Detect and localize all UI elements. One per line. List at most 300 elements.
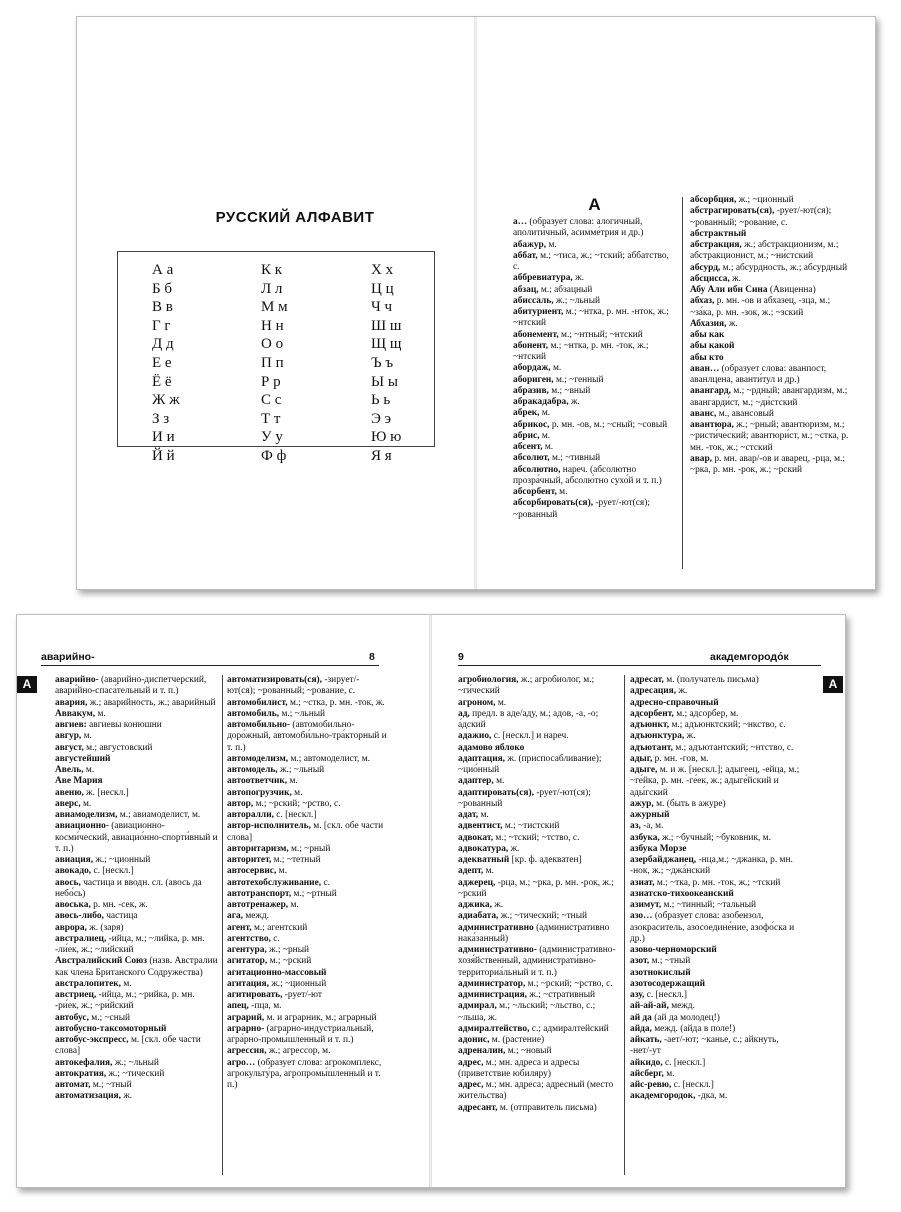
- dictionary-column-p9-2: [630, 675, 800, 1103]
- entry-headword: адмира́л,: [458, 1001, 497, 1012]
- entry-headword: аббревиату́ра,: [513, 273, 573, 284]
- entry-headword: айс-ревю́,: [630, 1080, 672, 1090]
- entry-definition: м.; ~рдный; авангарди́зм, м.; авангарди́ст, м.; ~ди́стский: [690, 386, 848, 408]
- entry-headword: адвокату́ра,: [458, 843, 509, 854]
- entry-definition: ж.: [491, 900, 504, 910]
- entry-headword: адсорбе́нт,: [630, 708, 674, 719]
- entry-definition: м.; мн. адреса́ и а́дресы (приветствие юбиляру): [458, 1057, 580, 1079]
- entry-definition: м.; ~тка, р. мн. -ток, ж.; ~тский: [654, 877, 781, 888]
- entry-headword: адеква́тный: [458, 855, 510, 865]
- dictionary-entry: [458, 1035, 621, 1046]
- dictionary-column-a1: [513, 195, 676, 521]
- entry-definition: (авиацио́нно-косми́ческий, авиацио́нно-спорти́вный и т. п.): [55, 821, 218, 854]
- dictionary-entry: [690, 319, 854, 330]
- entry-headword: адреса́ция,: [630, 686, 677, 697]
- page-number-right: 9: [458, 651, 464, 663]
- entry-definition: м.: [95, 708, 106, 719]
- gutter: [429, 615, 432, 1187]
- entry-headword: абитурие́нт,: [513, 307, 564, 317]
- dictionary-entry: [55, 878, 218, 901]
- gutter: [474, 17, 477, 589]
- entry-headword: а́дрес,: [458, 1057, 484, 1068]
- entry-headword: аге́нтура,: [227, 945, 267, 955]
- entry-headword: абрико́с,: [513, 419, 550, 430]
- letter-tab-right: А: [823, 676, 843, 693]
- letter-tab-left: А: [17, 676, 37, 693]
- entry-headword: автомоби́льно-: [227, 720, 290, 730]
- entry-definition: -рует/-ют(ся); ~рованный: [458, 787, 591, 809]
- entry-headword: абсо́рбция,: [690, 195, 737, 205]
- entry-headword: авро́ра,: [55, 922, 87, 933]
- entry-definition: ж.; ~цио́нный: [736, 195, 794, 205]
- entry-headword: азиа́т,: [630, 877, 655, 888]
- dictionary-entry: [630, 698, 800, 709]
- dictionary-entry: [55, 923, 218, 934]
- entry-headword: а…: [513, 217, 528, 227]
- dictionary-column-p8-1: [55, 675, 218, 1103]
- dictionary-entry: [630, 743, 800, 754]
- entry-definition: м.; адсорбер, м.: [673, 708, 739, 719]
- entry-headword: агробиоло́гия,: [458, 675, 519, 685]
- dictionary-entry: [55, 698, 218, 709]
- entry-headword: а́брис,: [513, 430, 540, 441]
- entry-definition: ж.; абстракционизм, м.; абстракционист, м.; ~ни́стский: [690, 240, 839, 262]
- entry-definition: м.; ~те́тный: [271, 855, 321, 865]
- entry-definition: м.: [556, 487, 568, 497]
- entry-definition: ж.: [508, 843, 520, 854]
- dictionary-entry: [630, 686, 800, 697]
- alphabet-letter: Г г: [152, 317, 171, 334]
- dictionary-entry: [630, 833, 800, 844]
- entry-definition: (образует слова: азобензол, азокраситель, азосоедине́ние, азофо́ска и др.): [630, 911, 795, 944]
- dictionary-entry: [690, 420, 854, 454]
- entry-definition: ж.; ~рный: [266, 945, 310, 955]
- entry-headword: администра́тор,: [458, 978, 526, 989]
- dictionary-entry: [630, 1001, 800, 1012]
- alphabet-letter: П п: [261, 354, 284, 371]
- entry-definition: м.: [276, 866, 287, 877]
- entry-headword: авторите́т,: [227, 855, 272, 865]
- dictionary-entry: [55, 911, 218, 922]
- alphabet-letter: Щ щ: [371, 336, 402, 353]
- dictionary-entry: [55, 900, 218, 911]
- entry-headword: агро…: [227, 1057, 256, 1068]
- dictionary-entry: [227, 1024, 387, 1047]
- entry-definition: межд.: [242, 911, 270, 922]
- dictionary-entry: [630, 709, 800, 720]
- dictionary-entry: [227, 810, 387, 821]
- entry-headword: азо́т,: [630, 956, 650, 967]
- entry-headword: авока́до,: [55, 866, 92, 877]
- dictionary-entry: [458, 911, 621, 922]
- dictionary-entry: [458, 945, 621, 979]
- top-spread: [76, 16, 876, 590]
- entry-definition: -ает/-ют; ~канье, с.; а́йкнуть, -нет/-ут: [630, 1035, 779, 1057]
- entry-definition: м. (отправитель письма): [497, 1102, 597, 1113]
- dictionary-entry: [630, 990, 800, 1001]
- dictionary-entry: [513, 453, 676, 464]
- entry-headword: авари́йно-: [55, 675, 99, 685]
- dictionary-entry: [458, 866, 621, 877]
- entry-definition: м.; ~нтный; ~нтский: [558, 329, 643, 340]
- dictionary-entry: [513, 397, 676, 408]
- entry-headword: аванга́рд,: [690, 386, 731, 397]
- dictionary-entry: [227, 855, 387, 866]
- dictionary-entry: [227, 754, 387, 765]
- dictionary-entry: [690, 285, 854, 296]
- entry-headword: абсорбе́нт,: [513, 487, 557, 497]
- entry-definition: м.; абза́цный: [538, 284, 593, 295]
- dictionary-entry: [458, 1046, 621, 1057]
- dictionary-entry: [55, 675, 218, 698]
- dictionary-entry: [458, 675, 621, 698]
- entry-definition: м. (растение): [489, 1035, 545, 1045]
- entry-definition: (назв. Австралии как члена Британского Содружества): [55, 956, 218, 978]
- entry-headword: автотехобслу́живание,: [227, 877, 322, 888]
- entry-headword: аво́сь-ли́бо,: [55, 911, 104, 922]
- alphabet-letter: Ъ ъ: [371, 354, 394, 371]
- dictionary-entry: [630, 979, 800, 990]
- column-divider: [682, 197, 683, 569]
- entry-definition: межд.: [668, 1001, 695, 1012]
- entry-headword: абба́т,: [513, 250, 538, 261]
- entry-headword: агити́ровать,: [227, 990, 283, 1000]
- dictionary-entry: [55, 743, 218, 754]
- alphabet-letter: Р р: [261, 373, 281, 390]
- dictionary-entry: [458, 833, 621, 844]
- dictionary-entry: [227, 1013, 387, 1024]
- entry-headword: ава́н…: [690, 363, 720, 374]
- entry-definition: частица: [103, 911, 138, 922]
- entry-definition: -рует/-ют: [282, 990, 322, 1000]
- entry-headword: авиамоделизм,: [55, 810, 118, 820]
- dictionary-entry: [513, 251, 676, 274]
- dictionary-entry: [690, 240, 854, 263]
- dictionary-entry: [630, 1069, 800, 1080]
- dictionary-entry: [227, 1058, 387, 1092]
- entry-headword: А́вель,: [55, 765, 84, 775]
- dictionary-entry: [55, 934, 218, 957]
- entry-definition: (Авице́нна): [767, 285, 816, 295]
- entry-definition: с.: [321, 877, 330, 888]
- entry-definition: м.; аге́нтский: [251, 922, 308, 933]
- dictionary-entry: [630, 821, 800, 832]
- entry-definition: ж.; ~рный; авантюри́зм, м.; ~ристи́ческий; авантюри́ст, м.; ~стка, р. мн. -ток, ж.; ~стский: [690, 420, 849, 453]
- entry-headword: А́ве Мари́я: [55, 776, 103, 787]
- alphabet-letter: З з: [152, 410, 170, 427]
- entry-headword: азу́,: [630, 990, 645, 1000]
- column-divider: [624, 675, 625, 1175]
- entry-definition: м.: [542, 442, 554, 452]
- dictionary-entry: [690, 296, 854, 319]
- entry-headword: ай-ай-ай,: [630, 1001, 669, 1012]
- entry-definition: ж.: [676, 686, 688, 697]
- entry-headword: администра́ция,: [458, 990, 528, 1000]
- dictionary-entry: [227, 765, 387, 776]
- entry-definition: м. [скл. обе части слова]: [55, 1035, 201, 1057]
- dictionary-entry: [458, 743, 621, 754]
- header-rule-left: [41, 665, 379, 666]
- entry-headword: автомоби́ль,: [227, 708, 280, 719]
- entry-definition: а́вгиевы коню́шни: [86, 720, 162, 730]
- section-letter: А: [588, 195, 601, 214]
- entry-headword: автомоде́ль,: [227, 765, 278, 775]
- alphabet-letter: Ч ч: [371, 299, 393, 316]
- dictionary-entry: [630, 675, 800, 686]
- dictionary-entry: [227, 979, 387, 990]
- entry-headword: абстраги́ровать(ся),: [690, 206, 775, 217]
- dictionary-entry: [513, 386, 676, 397]
- dictionary-entry: [513, 420, 676, 431]
- entry-headword: абориге́н,: [513, 374, 554, 385]
- entry-headword: а́втор-исполни́тель,: [227, 821, 311, 832]
- entry-definition: (образует слова: агрокомплекс, агрокульту́ра, агропромы́шленный и т. п.): [227, 1057, 382, 1090]
- dictionary-column-p9-1: [458, 675, 621, 1114]
- entry-headword: аборда́ж,: [513, 363, 551, 374]
- entry-headword: а́бы како́й: [690, 341, 735, 352]
- dictionary-entry: [690, 353, 854, 364]
- entry-headword: адъю́нкт,: [630, 720, 670, 730]
- entry-definition: -дка́, м.: [695, 1091, 728, 1102]
- entry-definition: с. [нескл.]: [671, 1080, 714, 1090]
- entry-definition: м.: [288, 900, 299, 910]
- entry-definition: р. мн. ава́р/-ов и ава́рец, -рца, м.; ~рка, р. мн. -рок, ж.; ~рский: [690, 453, 845, 475]
- entry-headword: аба́жу́р,: [513, 239, 547, 250]
- dictionary-entry: [227, 968, 387, 979]
- dictionary-entry: [55, 1024, 218, 1035]
- dictionary-entry: [227, 821, 387, 844]
- dictionary-entry: [458, 731, 621, 742]
- entry-definition: -рца, м.; ~рка, р. мн. -рок, ж.; ~рский: [458, 877, 614, 899]
- entry-headword: австралопите́к,: [55, 978, 121, 989]
- entry-definition: ж.; ~льный: [112, 1057, 159, 1068]
- entry-headword: агита́тор,: [227, 956, 268, 967]
- entry-definition: -рует/-ют(ся); ~рованный; ~рование, с.: [690, 206, 832, 228]
- entry-definition: м.; ~ге́нный: [553, 374, 604, 385]
- alphabet-letter: У у: [261, 429, 283, 446]
- entry-definition: ж. [нескл.]: [83, 787, 129, 798]
- entry-definition: м. (получатель письма): [663, 675, 759, 685]
- entry-headword: Абу́ Али́ ибн Си́на: [690, 285, 768, 295]
- entry-definition: м.: [546, 239, 557, 250]
- dictionary-entry: [55, 788, 218, 799]
- entry-headword: ад,: [458, 708, 470, 719]
- entry-headword: абре́к,: [513, 408, 540, 419]
- alphabet-letter: Б б: [152, 280, 172, 297]
- entry-definition: м.: [287, 776, 298, 787]
- entry-headword: автотра́нспорт,: [227, 888, 292, 899]
- entry-definition: ж.: [572, 273, 584, 284]
- page-number-left: 8: [369, 651, 375, 663]
- entry-headword: ажу́р,: [630, 798, 654, 809]
- dictionary-entry: [227, 889, 387, 900]
- entry-definition: м.: [539, 430, 551, 441]
- entry-headword: а́пец,: [227, 1001, 249, 1012]
- dictionary-entry: [55, 776, 218, 787]
- entry-definition: (администрати́вно-хозя́йственный, администрати́вно-территориа́льный и т. п.): [458, 945, 616, 978]
- entry-definition: м.; ~ти́са, ж.; ~тский; абба́тство, с.: [513, 250, 669, 272]
- entry-headword: абсорби́ровать(ся),: [513, 498, 594, 509]
- dictionary-entry: [630, 945, 800, 956]
- entry-definition: м.; ~рский; ~рство, с.: [525, 978, 613, 989]
- dictionary-entry: [55, 720, 218, 731]
- entry-headword: адренали́н,: [458, 1046, 506, 1057]
- entry-headword: аджи́ка,: [458, 900, 492, 910]
- entry-headword: академгородо́к,: [630, 1091, 696, 1102]
- entry-headword: адапти́ровать(ся),: [458, 787, 534, 798]
- entry-definition: м.; ~новый: [505, 1046, 552, 1057]
- entry-headword: адъюта́нт,: [630, 742, 673, 753]
- entry-headword: а́бы как: [690, 330, 725, 340]
- dictionary-entry: [458, 788, 621, 811]
- column-divider: [222, 675, 223, 1175]
- entry-headword: ада́т,: [458, 810, 479, 820]
- entry-definition: м.: [83, 765, 95, 775]
- entry-definition: (образует слова: аванпо́ст, аванлцена, аванти́тул и др.): [690, 363, 827, 385]
- dictionary-entry: [458, 1058, 621, 1081]
- entry-headword: авиацио́нно-: [55, 821, 109, 832]
- dictionary-entry: [458, 855, 621, 866]
- dictionary-entry: [227, 911, 387, 922]
- entry-headword: ава́нс,: [690, 408, 717, 419]
- entry-headword: авеню́,: [55, 787, 84, 798]
- entry-headword: аз,: [630, 821, 641, 832]
- dictionary-entry: [458, 878, 621, 901]
- entry-headword: автоотве́тчик,: [227, 776, 288, 787]
- dictionary-entry: [227, 945, 387, 956]
- dictionary-entry: [55, 709, 218, 720]
- dictionary-entry: [630, 810, 800, 821]
- entry-definition: с. [нескл.]: [644, 990, 687, 1000]
- entry-definition: -а́, м.: [640, 821, 664, 832]
- entry-headword: азербайджа́нец,: [630, 855, 697, 865]
- bottom-spread: [16, 614, 846, 1188]
- entry-definition: предл. в а́де/аду́, м.; а́дов, -а, -о; а́дский: [458, 708, 599, 730]
- entry-headword: а́верс,: [55, 798, 81, 809]
- entry-headword: аде́пт,: [458, 866, 484, 877]
- dictionary-entry: [513, 330, 676, 341]
- alphabet-letter: С с: [261, 392, 282, 409]
- entry-definition: ж. (заря): [86, 922, 124, 933]
- entry-definition: м.; ~нтка, р. мн. -ток, ж.; ~нтский: [513, 340, 649, 362]
- alphabet-letter: Д д: [152, 336, 174, 353]
- dictionary-entry: [690, 330, 854, 341]
- entry-definition: м.; ~рский: [267, 956, 312, 967]
- entry-definition: м.; ~ти́стский: [502, 821, 560, 832]
- entry-definition: м.; ~льный: [279, 708, 326, 719]
- entry-headword: абза́ц,: [513, 284, 539, 295]
- alphabet-letter: Э э: [371, 410, 392, 427]
- entry-definition: м.: [478, 810, 489, 820]
- entry-definition: ж.: [726, 318, 738, 329]
- entry-headword: агра́рий,: [227, 1012, 265, 1023]
- entry-definition: ж.; агре́ссор, м.: [266, 1046, 331, 1057]
- entry-headword: а́дрес,: [458, 1080, 484, 1090]
- entry-definition: -нца,м.; ~джа́нка, р. мн. -нок, ж.; ~джа́нский: [630, 855, 793, 877]
- entry-headword: а́вгуст,: [55, 742, 84, 753]
- entry-definition: м.: [663, 1068, 675, 1079]
- entry-headword: авто́бус,: [55, 1012, 89, 1023]
- dictionary-entry: [630, 1058, 800, 1069]
- entry-definition: м. и агра́рник, м.; агра́рный: [264, 1012, 377, 1023]
- dictionary-entry: [630, 844, 800, 855]
- alphabet-letter: М м: [261, 299, 288, 316]
- dictionary-entry: [227, 844, 387, 855]
- entry-definition: ж.; ~ти́ческий: [106, 1068, 165, 1079]
- entry-headword: абсци́сса,: [690, 273, 730, 284]
- entry-headword: ай да: [630, 1012, 652, 1023]
- dictionary-entry: [630, 1035, 800, 1058]
- entry-headword: автоматизи́ровать(ся),: [227, 675, 323, 685]
- dictionary-entry: [458, 1024, 621, 1035]
- entry-headword: августе́йший: [55, 753, 111, 764]
- entry-definition: ж.; ~ти́ческий; ~тный: [498, 911, 588, 922]
- dictionary-entry: [630, 900, 800, 911]
- entry-headword: автоматиза́ция,: [55, 1091, 121, 1102]
- dictionary-entry: [513, 217, 676, 240]
- dictionary-entry: [630, 889, 800, 900]
- entry-headword: адвока́т,: [458, 832, 494, 843]
- dictionary-entry: [513, 498, 676, 521]
- dictionary-entry: [690, 386, 854, 409]
- dictionary-entry: [458, 990, 621, 1001]
- entry-headword: Аввaку́м,: [55, 708, 96, 719]
- alphabet-letter: Ф ф: [261, 447, 287, 464]
- entry-headword: абстра́ктный: [690, 228, 747, 239]
- dictionary-entry: [513, 431, 676, 442]
- dictionary-entry: [690, 263, 854, 274]
- dictionary-entry: [458, 698, 621, 709]
- entry-headword: адреса́т,: [630, 675, 664, 685]
- dictionary-entry: [227, 788, 387, 799]
- entry-headword: азотосодержа́щий: [630, 978, 706, 989]
- entry-definition: м.; ~тный: [649, 956, 691, 967]
- entry-headword: а́збука,: [630, 832, 660, 843]
- entry-headword: ада́мово я́блоко: [458, 742, 525, 753]
- alphabet-letter: Ы ы: [371, 373, 398, 390]
- entry-headword: адреса́нт,: [458, 1102, 498, 1113]
- entry-headword: агитацио́нно-ма́ссовый: [227, 967, 327, 978]
- entry-definition: (авари́йно-диспе́тчерский, авари́йно-спаса́тельный и т. п.): [55, 675, 207, 697]
- entry-headword: ава́р,: [690, 453, 712, 464]
- entry-headword: ада́жио,: [458, 731, 492, 742]
- alphabet-letter: Ь ь: [371, 392, 391, 409]
- entry-headword: а́йкать,: [630, 1035, 662, 1045]
- entry-definition: (ай да молоде́ц!): [651, 1012, 720, 1023]
- dictionary-entry: [690, 206, 854, 229]
- alphabet-letter: Ж ж: [152, 392, 180, 409]
- entry-definition: м.; ~стка, р. мн. -ток, ж.: [287, 697, 385, 708]
- entry-definition: м.; адъю́нктский; ~нкство, с.: [669, 720, 786, 730]
- entry-definition: -и́йца, м.; ~ри́йка, р. мн. -ри́ек, ж.; ~ри́йский: [55, 990, 195, 1012]
- dictionary-entry: [513, 487, 676, 498]
- entry-definition: м.: [80, 798, 92, 809]
- alphabet-letter: Х х: [371, 262, 394, 278]
- entry-definition: (образует слова: алоги́чный, аполити́чный, асимме́трия и др.): [513, 217, 644, 239]
- entry-headword: автомоделизм,: [227, 753, 289, 764]
- entry-definition: м.; ~тский; ~тство, с.: [493, 832, 580, 843]
- header-rule-right: [458, 665, 821, 666]
- dictionary-entry: [690, 409, 854, 420]
- entry-headword: ава́рия,: [55, 697, 88, 708]
- entry-headword: азо́во-черномо́рский: [630, 945, 717, 955]
- alphabet-letter: А а: [152, 262, 174, 278]
- entry-definition: м.: [121, 978, 132, 989]
- alphabet-column-1: [152, 261, 222, 466]
- entry-headword: аге́нтство,: [227, 933, 271, 944]
- entry-definition: ж.: [684, 731, 696, 742]
- entry-headword: авантю́ра,: [690, 420, 734, 430]
